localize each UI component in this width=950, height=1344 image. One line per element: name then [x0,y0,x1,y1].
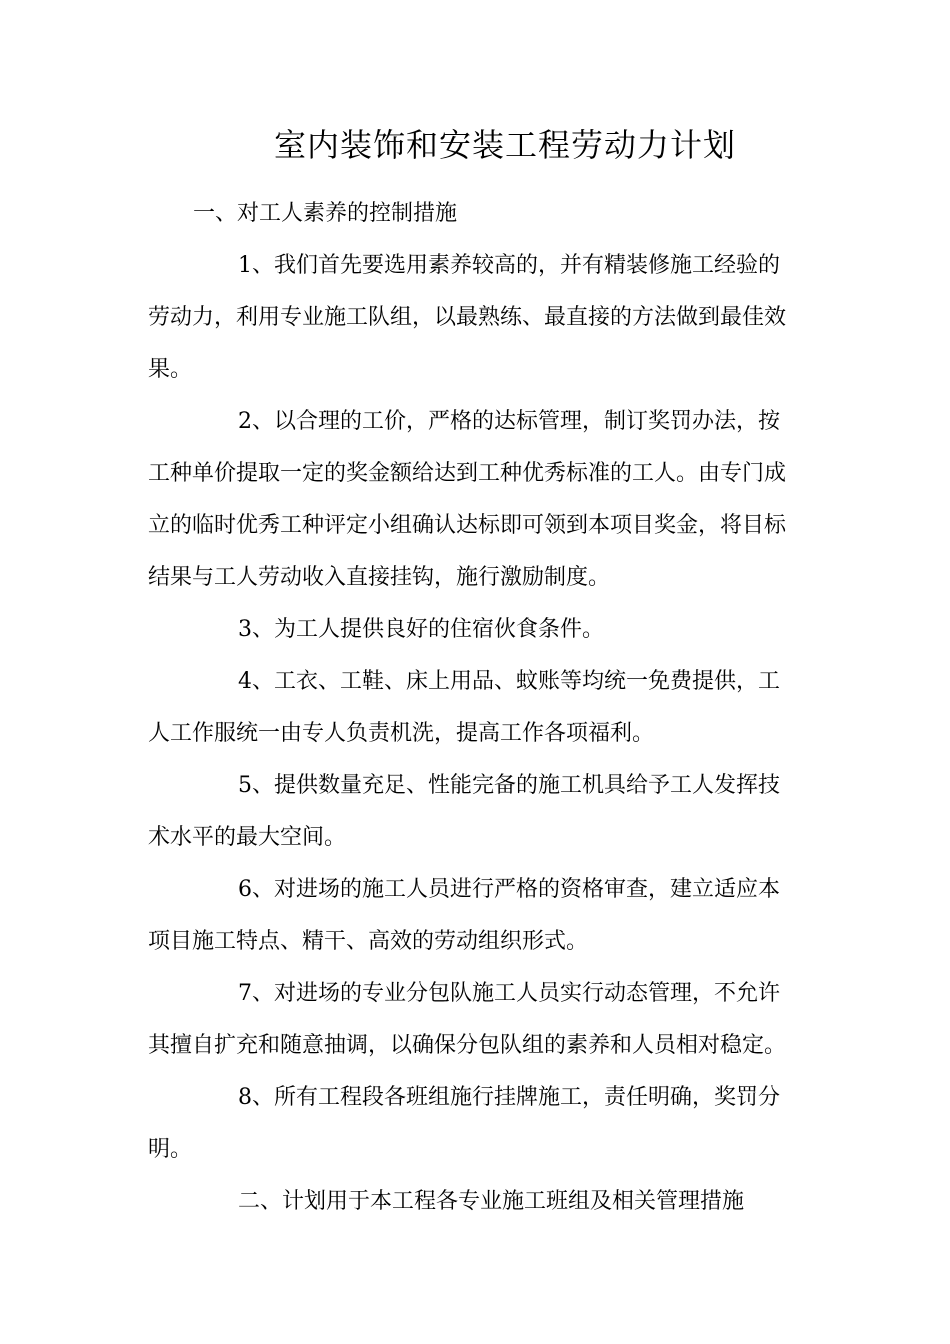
section-heading: 一、对工人素养的控制措施 [193,201,458,226]
paragraph-line: 其擅自扩充和随意抽调，以确保分包队组的素养和人员相对稳定。 [148,1033,787,1058]
paragraph-line: 明。 [148,1137,193,1162]
paragraph-line: 劳动力，利用专业施工队组，以最熟练、最直接的方法做到最佳效 [148,305,787,330]
paragraph-line: 4、工衣、工鞋、床上用品、蚊账等均统一免费提供，工 [238,669,780,694]
paragraph-line: 立的临时优秀工种评定小组确认达标即可领到本项目奖金，将目标 [148,513,787,538]
paragraph-line: 6、对进场的施工人员进行严格的资格审查，建立适应本 [238,877,780,902]
paragraph-line: 项目施工特点、精干、高效的劳动组织形式。 [148,929,589,954]
paragraph-line: 7、对进场的专业分包队施工人员实行动态管理，不允许 [238,981,780,1006]
paragraph-line: 5、提供数量充足、性能完备的施工机具给予工人发挥技 [238,773,780,798]
paragraph-line: 2、以合理的工价，严格的达标管理，制订奖罚办法，按 [238,409,780,434]
paragraph-line: 结果与工人劳动收入直接挂钩，施行激励制度。 [148,565,611,590]
paragraph-line: 人工作服统一由专人负责机洗，提高工作各项福利。 [148,721,655,746]
paragraph-line: 8、所有工程段各班组施行挂牌施工，责任明确，奖罚分 [238,1085,780,1110]
section-heading: 二、计划用于本工程各专业施工班组及相关管理措施 [238,1189,745,1214]
paragraph-line: 果。 [148,357,193,382]
paragraph-line: 术水平的最大空间。 [148,825,347,850]
document-title: 室内装饰和安装工程劳动力计划 [273,126,736,164]
paragraph-line: 3、为工人提供良好的住宿伙食条件。 [238,617,604,642]
paragraph-line: 工种单价提取一定的奖金额给达到工种优秀标准的工人。由专门成 [148,461,787,486]
paragraph-line: 1、我们首先要选用素养较高的，并有精装修施工经验的 [238,253,780,278]
